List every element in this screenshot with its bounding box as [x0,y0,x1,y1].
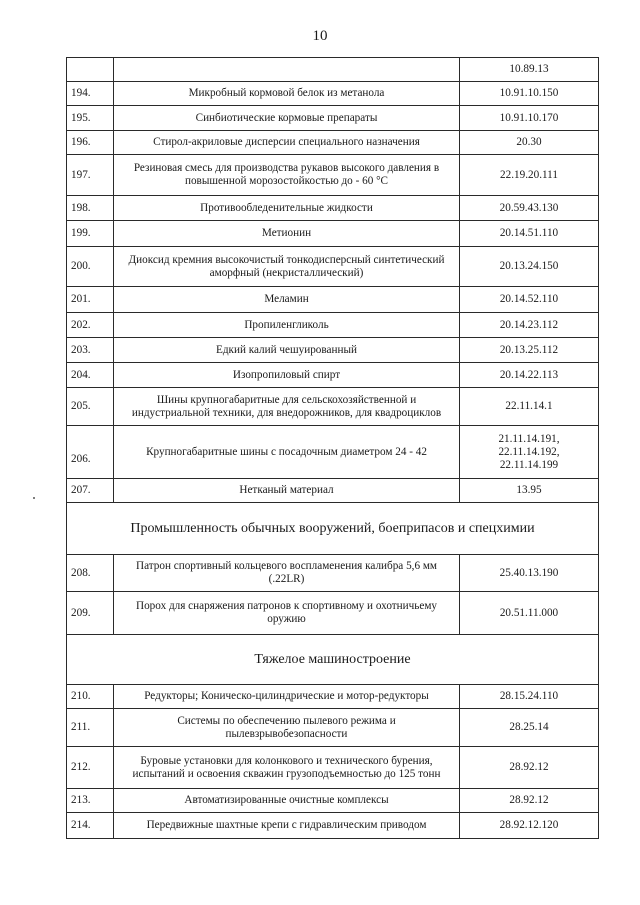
row-number [67,58,114,82]
row-number: 211. [67,709,114,747]
table-row [67,388,599,426]
row-code [460,426,599,479]
row-name: Диоксид кремния высокочистый тонкодисперсный синтетический аморфный (некристаллический) [114,247,460,287]
table-row [67,363,599,388]
row-number: 197. [67,155,114,196]
row-number: 199. [67,221,114,247]
row-name: Синбиотические кормовые препараты [114,106,460,131]
row-code-line: 21.11.14.191, [498,432,560,445]
row-number: 202. [67,313,114,338]
row-code: 28.92.12 [460,747,599,789]
table-row [67,82,599,106]
row-number: 194. [67,82,114,106]
section-heading-weapons: Промышленность обычных вооружений, боеприпасов и спецхимии [67,503,599,555]
row-name: Пропиленгликоль [114,313,460,338]
row-name: Крупногабаритные шины с посадочным диаметром 24 - 42 [114,426,460,479]
table-row [67,813,599,839]
row-number: 208. [67,555,114,592]
row-code: 20.13.24.150 [460,247,599,287]
table-row [67,592,599,635]
row-code: 28.15.24.110 [460,685,599,709]
row-code-line: 22.11.14.192, [498,445,560,458]
table-row [67,555,599,592]
table-row [67,131,599,155]
row-code: 28.25.14 [460,709,599,747]
row-code: 25.40.13.190 [460,555,599,592]
row-number: 195. [67,106,114,131]
row-number: 210. [67,685,114,709]
row-name: Буровые установки для колонкового и технического бурения, испытаний и освоения скважин грузоподъемностью до 125 тонн [114,747,460,789]
section-heading-heavy: Тяжелое машиностроение [67,635,599,685]
row-name: Патрон спортивный кольцевого воспламенения калибра 5,6 мм (.22LR) [114,555,460,592]
row-code: 28.92.12 [460,789,599,813]
table-row [67,685,599,709]
table-row [67,709,599,747]
table-row [67,247,599,287]
row-name: Резиновая смесь для производства рукавов высокого давления в повышенной морозостойкостью до - 60 °С [114,155,460,196]
row-number: 207. [67,479,114,503]
row-code: 28.92.12.120 [460,813,599,839]
row-code: 22.11.14.1 [460,388,599,426]
row-code: 20.13.25.112 [460,338,599,363]
table-row [67,747,599,789]
products-table [66,57,599,839]
scan-speck [33,497,35,499]
row-name: Метионин [114,221,460,247]
row-number: 214. [67,813,114,839]
row-code: 13.95 [460,479,599,503]
table-row [67,479,599,503]
row-number: 201. [67,287,114,313]
table-row [67,221,599,247]
table-row [67,58,599,82]
row-name: Стирол-акриловые дисперсии специального назначения [114,131,460,155]
row-name: Передвижные шахтные крепи с гидравлическим приводом [114,813,460,839]
row-number: 206. [67,426,114,479]
table-row [67,313,599,338]
row-name: Шины крупногабаритные для сельскохозяйственной и индустриальной техники, для внедорожников, для квадроциклов [114,388,460,426]
row-number: 200. [67,247,114,287]
table-row [67,789,599,813]
row-code: 20.30 [460,131,599,155]
table-row [67,287,599,313]
row-number: 213. [67,789,114,813]
row-number: 205. [67,388,114,426]
row-number: 212. [67,747,114,789]
row-name: Нетканый материал [114,479,460,503]
table-row [67,338,599,363]
row-number: 204. [67,363,114,388]
row-name: Автоматизированные очистные комплексы [114,789,460,813]
row-number: 203. [67,338,114,363]
row-code: 10.89.13 [460,58,599,82]
row-name [114,58,460,82]
row-number: 209. [67,592,114,635]
row-code: 20.14.52.110 [460,287,599,313]
page-number: 10 [312,28,328,44]
row-number: 198. [67,196,114,221]
row-name: Изопропиловый спирт [114,363,460,388]
row-name: Системы по обеспечению пылевого режима и пылевзрывобезопасности [114,709,460,747]
row-name: Едкий калий чешуированный [114,338,460,363]
row-code-line: 22.11.14.199 [499,458,559,471]
row-name: Порох для снаряжения патронов к спортивному и охотничьему оружию [114,592,460,635]
row-code: 10.91.10.150 [460,82,599,106]
section-heading-row [67,635,599,685]
table-row [67,426,599,479]
table-row [67,155,599,196]
table-row [67,106,599,131]
row-code: 20.51.11.000 [460,592,599,635]
row-name: Противообледенительные жидкости [114,196,460,221]
row-code: 20.14.51.110 [460,221,599,247]
row-name: Микробный кормовой белок из метанола [114,82,460,106]
row-code: 20.14.23.112 [460,313,599,338]
section-heading-row [67,503,599,555]
row-code: 10.91.10.170 [460,106,599,131]
row-name: Меламин [114,287,460,313]
row-number: 196. [67,131,114,155]
row-code: 22.19.20.111 [460,155,599,196]
row-code: 20.59.43.130 [460,196,599,221]
table-row [67,196,599,221]
row-name: Редукторы; Коническо-цилиндрические и мотор-редукторы [114,685,460,709]
row-code: 20.14.22.113 [460,363,599,388]
